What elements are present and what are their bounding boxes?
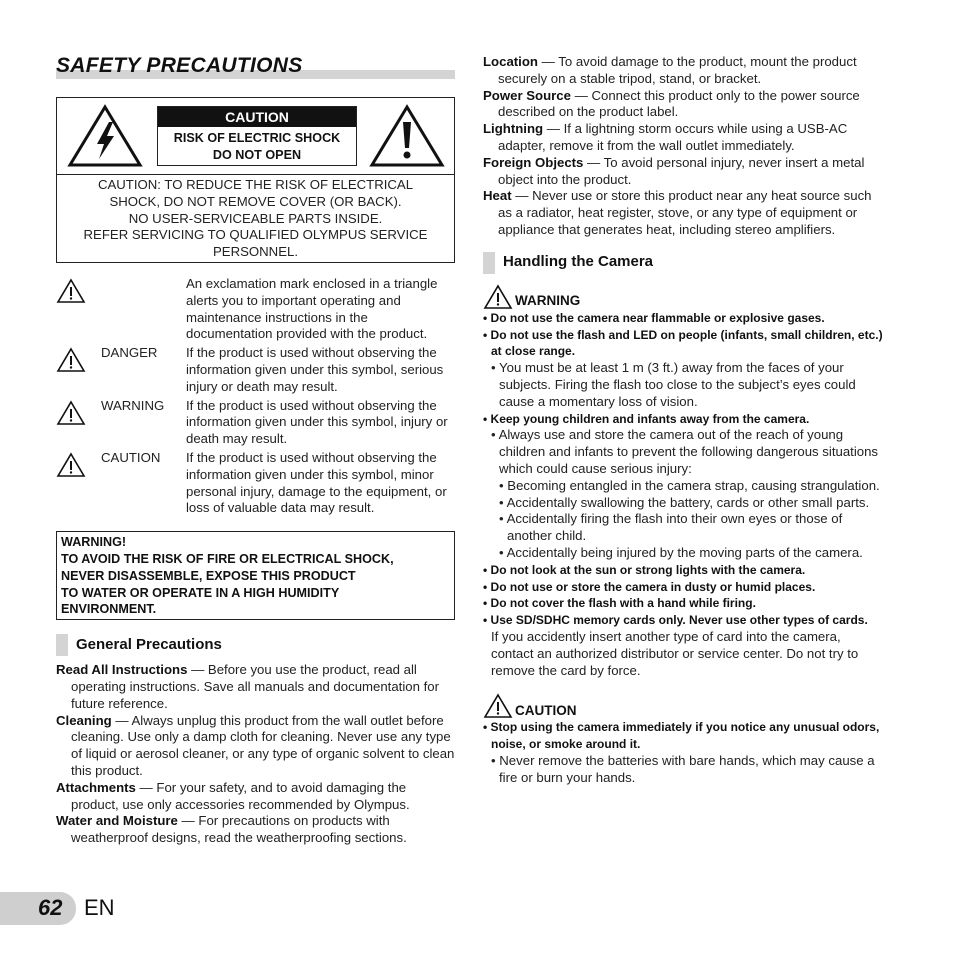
warning-triangle-icon: [56, 452, 86, 478]
warning-item: • Do not use or store the camera in dusty or humid places.: [483, 579, 816, 594]
symbol-table: [56, 276, 455, 517]
exclamation-icon: [369, 104, 445, 168]
general-precautions-continued: [483, 54, 883, 239]
caution-label: CAUTION: [158, 107, 356, 127]
list-item: Heat — Never use or store this product near any heat source such as a radiator, heat register, stove, or any type of equipment or appliance that generates heat, including stereo amplifiers.: [483, 188, 872, 237]
caution-item: • Stop using the camera immediately if you notice any unusual odors, noise, or smoke around it.: [483, 720, 880, 752]
list-item: Read All Instructions — Before you use the product, read all operating instructions. Save all manuals and documentation for future reference.: [56, 662, 440, 711]
right-column: [483, 54, 883, 786]
warning-item: • Do not use the flash and LED on people (infants, small children, etc.) at close range.: [483, 327, 883, 359]
warning-subitem: • Accidentally swallowing the battery, cards or other small parts.: [499, 494, 870, 510]
caution-box: [56, 97, 455, 263]
caution-box-text: CAUTION: TO REDUCE THE RISK OF ELECTRICAL SHOCK, DO NOT REMOVE COVER (OR BACK). NO USER-SERVICEABLE PARTS INSIDE. REFER SERVICING TO QUALIFIED OLYMPUS SERVICE PERSONNEL.: [83, 177, 428, 260]
warning-triangle-icon: [56, 347, 86, 373]
warning-item: • Do not look at the sun or strong lights with the camera.: [483, 562, 806, 577]
warning-item: • Keep young children and infants away from the camera.: [483, 411, 810, 426]
electric-shock-icon: [67, 104, 143, 168]
symbol-row: CAUTION If the product is used without observing the information given under this symbol, minor personal injury, damage to the equipment, or loss of valuable data may result.: [56, 450, 455, 517]
caution-label-box: [157, 106, 357, 166]
warning-subitem: • Becoming entangled in the camera strap, causing strangulation.: [499, 477, 880, 493]
list-item: Location — To avoid damage to the product, mount the product securely on a stable tripod, stand, or bracket.: [483, 54, 857, 86]
warning-subitem: • You must be at least 1 m (3 ft.) away from the faces of your subjects. Firing the flash too close to the subject’s eyes could cause a momentary loss of vision.: [491, 360, 856, 409]
symbol-row: WARNING If the product is used without observing the information given under this symbol, injury or death may result.: [56, 398, 455, 448]
title-block: [56, 52, 455, 80]
left-column: [56, 52, 455, 847]
section-marker: [483, 252, 495, 274]
warning-heading: WARNING: [483, 284, 883, 310]
caution-sublabel: RISK OF ELECTRIC SHOCK DO NOT OPEN: [173, 131, 341, 162]
symbol-row: DANGER If the product is used without observing the information given under this symbol, serious injury or death may result.: [56, 345, 455, 395]
warning-triangle-icon: [56, 400, 86, 426]
section-marker: [56, 634, 68, 656]
general-precautions-list: [56, 662, 455, 847]
warning-subitem: • Accidentally firing the flash into their own eyes or those of another child.: [499, 511, 843, 544]
symbol-row: An exclamation mark enclosed in a triangle alerts you to important operating and maintenance instructions in the documentation provided with the product.: [56, 276, 455, 343]
caution-box-header: [57, 98, 454, 175]
warning-triangle-icon: [56, 278, 86, 304]
warning-item: • Do not cover the flash with a hand while firing.: [483, 596, 756, 611]
warning-item: • Use SD/SDHC memory cards only. Never use other types of cards.: [483, 613, 868, 628]
list-item: Water and Moisture — For precautions on products with weatherproof designs, read the weatherproofing sections.: [56, 813, 407, 846]
warning-subitem: • Always use and store the camera out of the reach of young children and infants to prevent the following dangerous situations which could cause serious injury:: [491, 427, 879, 476]
list-item: Foreign Objects — To avoid personal injury, never insert a metal object into the product.: [483, 154, 865, 187]
warning-item: • Do not use the camera near flammable or explosive gases.: [483, 310, 825, 325]
warning-triangle-icon: [483, 693, 513, 719]
list-item: Attachments — For your safety, and to avoid damaging the product, use only accessories recommended by Olympus.: [56, 779, 410, 812]
caution-heading: CAUTION: [483, 693, 883, 719]
section-heading-general: General Precautions: [56, 634, 455, 656]
warning-subitem: • Accidentally being injured by the moving parts of the camera.: [499, 544, 863, 560]
list-item: Power Source — Connect this product only to the power source described on the product label.: [483, 87, 860, 120]
warning-triangle-icon: [483, 284, 513, 310]
language-code: EN: [84, 895, 115, 920]
warning-subitem: If you accidently insert another type of card into the camera, contact an authorized distributor or service center. Do not try to remove the card by force.: [491, 628, 859, 678]
list-item: Lightning — If a lightning storm occurs while using a USB-AC adapter, remove it from the wall outlet immediately.: [483, 121, 848, 153]
page-title: SAFETY PRECAUTIONS: [56, 54, 303, 77]
warning-box: WARNING! TO AVOID THE RISK OF FIRE OR ELECTRICAL SHOCK, NEVER DISASSEMBLE, EXPOSE THIS PRODUCT TO WATER OR OPERATE IN A HIGH HUMIDITY ENVIRONMENT.: [56, 531, 455, 620]
list-item: Cleaning — Always unplug this product from the wall outlet before cleaning. Use only a damp cloth for cleaning. Never use any type of liquid or aerosol cleaner, or any type of organic solvent to clean this product.: [56, 712, 455, 778]
caution-subitem: • Never remove the batteries with bare hands, which may cause a fire or burn your hands.: [491, 752, 875, 785]
section-heading-handling: Handling the Camera: [483, 252, 883, 274]
page-number: 62: [38, 895, 63, 920]
